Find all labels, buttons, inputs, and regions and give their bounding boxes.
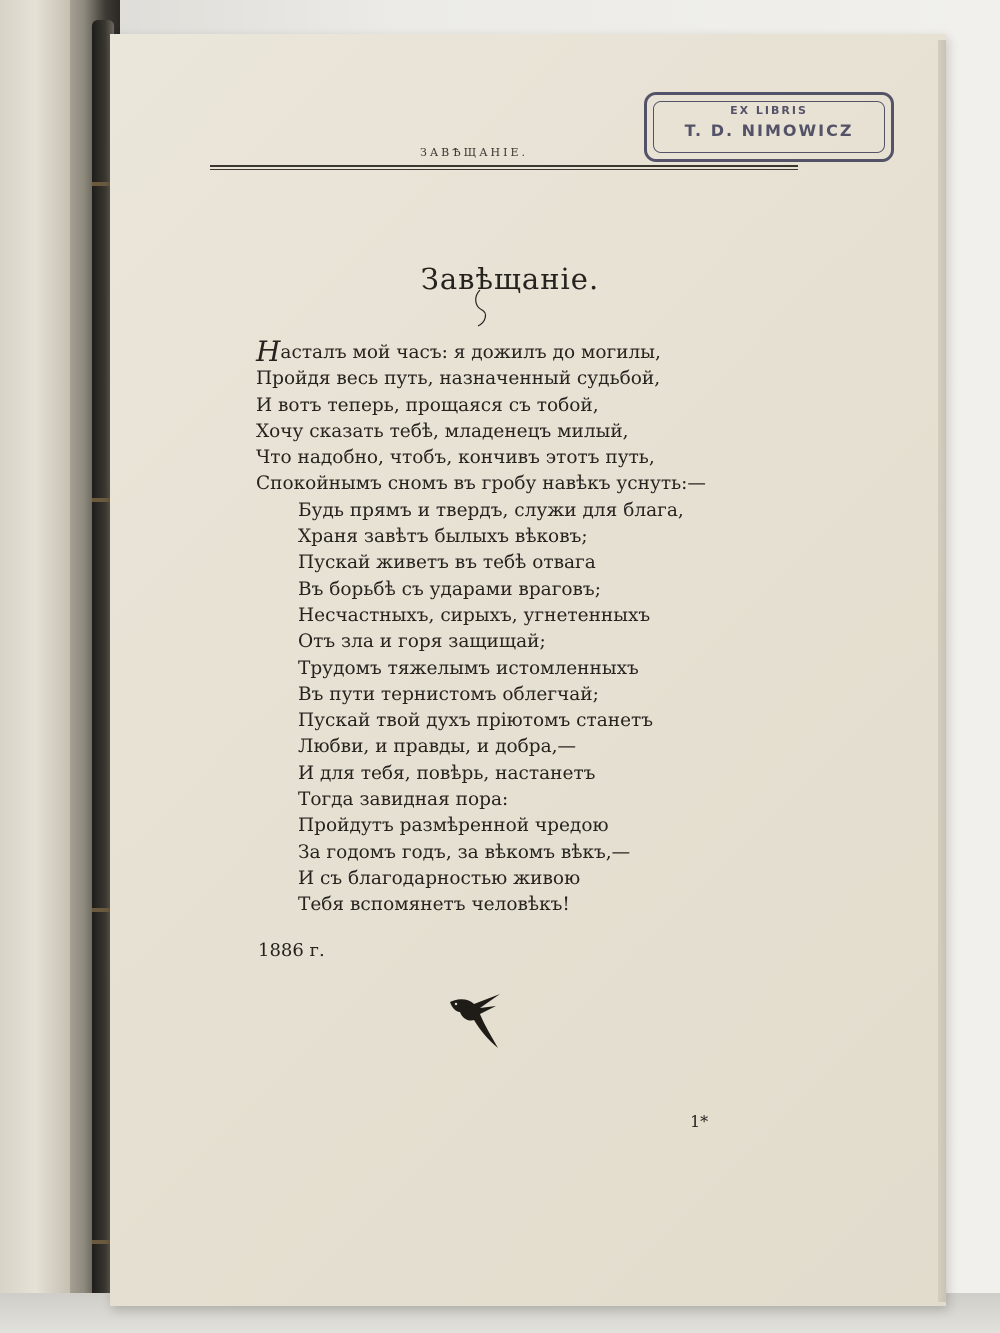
poem-line-text: И съ благодарностью живою <box>298 867 581 889</box>
poem-line <box>256 892 706 918</box>
poem-line-text: Спокойнымъ сномъ въ гробу навѣкъ уснуть:— <box>256 473 706 495</box>
poem-line-text: И вотъ теперь, прощаяся съ тобой, <box>256 394 599 416</box>
swallow-icon <box>444 990 502 1052</box>
poem-line <box>256 734 706 760</box>
ex-libris-stamp <box>644 92 894 162</box>
poem-line-text: За годомъ годъ, за вѣкомъ вѣкъ,— <box>298 841 631 863</box>
stamp-line-2: T. D. NIMOWICZ <box>684 121 854 140</box>
poem-line-text: Отъ зла и горя защищай; <box>298 631 546 653</box>
poem-line <box>256 656 706 682</box>
signature-mark: 1* <box>690 1112 709 1131</box>
poem-line <box>256 471 706 497</box>
poem-line <box>256 603 706 629</box>
poem-line <box>256 524 706 550</box>
poem-line <box>256 866 706 892</box>
poem-title: Завѣщаніе. <box>420 262 600 296</box>
poem-line-text: Трудомъ тяжелымъ истомленныхъ <box>298 657 639 679</box>
running-header: ЗАВѢЩАНІЕ. <box>420 146 528 159</box>
poem-line <box>256 708 706 734</box>
poem-line-text: Въ борьбѣ съ ударами враговъ; <box>298 578 601 600</box>
poem-line <box>256 787 706 813</box>
poem-line <box>256 335 706 368</box>
poem-line-text: Любви, и правды, и добра,— <box>298 736 577 758</box>
poem-line-text: Тебя вспомянетъ человѣкъ! <box>298 894 570 916</box>
poem-line <box>256 682 706 708</box>
poem-line <box>256 550 706 576</box>
poem-line <box>256 366 706 392</box>
poem-line-text: Что надобно, чтобъ, кончивъ этотъ путь, <box>256 447 655 469</box>
page-edge <box>938 40 946 1302</box>
poem-dropcap: Н <box>256 335 281 368</box>
flourish-icon <box>470 282 550 332</box>
poem-line <box>256 577 706 603</box>
poem-line-text: Будь прямъ и твердъ, служи для блага, <box>298 499 684 521</box>
header-rule-thin <box>210 169 798 170</box>
poem-line-text: Храня завѣтъ былыхъ вѣковъ; <box>298 526 588 548</box>
poem-line <box>256 813 706 839</box>
poem-line-text: Пройдутъ размѣренной чредою <box>298 815 609 837</box>
poem-line-text: Пройдя весь путь, назначенный судьбой, <box>256 368 661 390</box>
poem-line <box>256 840 706 866</box>
poem-line <box>256 419 706 445</box>
poem-line-text: Хочу сказать тебѣ, младенецъ милый, <box>256 420 629 442</box>
poem-date: 1886 г. <box>258 940 325 961</box>
poem-line-text: асталъ мой часъ: я дожилъ до могилы, <box>280 342 661 363</box>
poem-line-text: Пускай твой духъ пріютомъ станетъ <box>298 710 654 732</box>
poem-body <box>256 335 706 919</box>
poem-line-text: Несчастныхъ, сирыхъ, угнетенныхъ <box>298 604 651 626</box>
poem-line-text: Въ пути тернистомъ облегчай; <box>298 683 599 705</box>
stamp-line-1: EX LIBRIS <box>730 104 808 117</box>
poem-line <box>256 629 706 655</box>
poem-line <box>256 498 706 524</box>
header-rule <box>210 165 798 167</box>
poem-line <box>256 393 706 419</box>
cover-fold <box>0 0 71 1333</box>
poem-line-text: Пускай живетъ въ тебѣ отвага <box>298 552 596 574</box>
poem-line-text: И для тебя, повѣрь, настанетъ <box>298 762 596 784</box>
poem-line <box>256 445 706 471</box>
poem-line-text: Тогда завидная пора: <box>298 789 509 811</box>
poem-line <box>256 761 706 787</box>
